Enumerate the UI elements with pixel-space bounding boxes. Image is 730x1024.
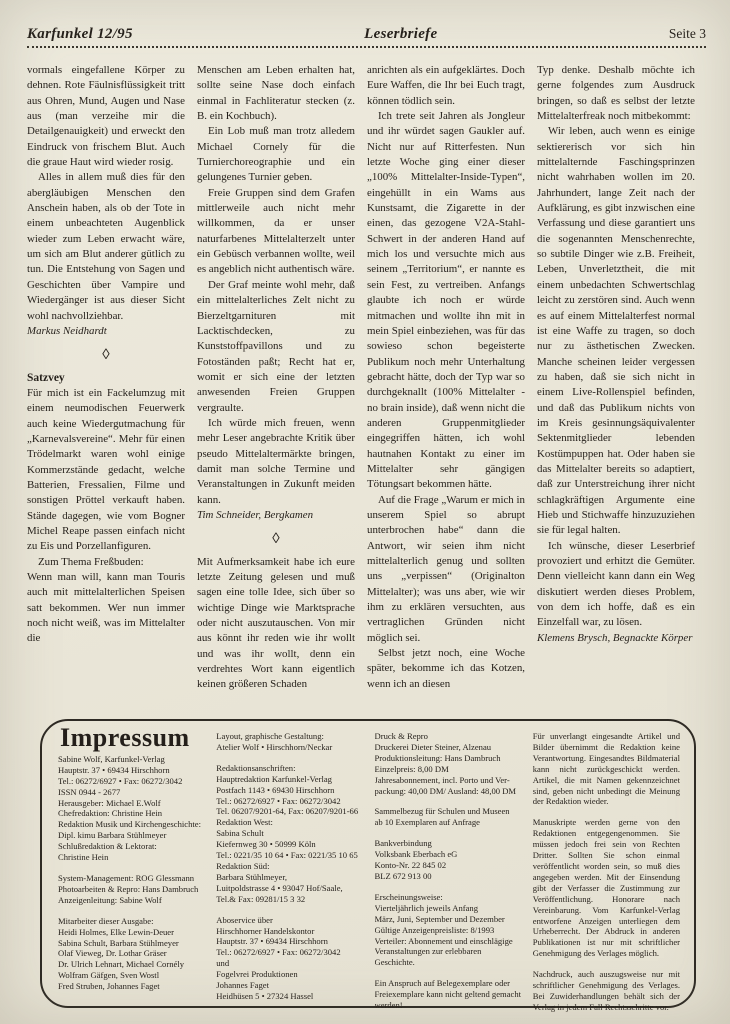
impressum-line: Herausgeber: Michael E.Wolf xyxy=(58,797,161,808)
impressum-line: Sammelbezug für Schulen und Museen xyxy=(374,806,510,817)
impressum-line: und xyxy=(216,958,230,969)
impressum-line: Fred Struben, Johannes Faget xyxy=(58,981,160,992)
text-column-4 xyxy=(537,63,695,693)
letter-signature: Tim Schneider, Bergkamen xyxy=(197,508,314,521)
letter-signature: Markus Neidhardt xyxy=(27,324,107,337)
impressum-line: Druck & Repro xyxy=(374,731,428,741)
impressum-line: BLZ 672 913 00 xyxy=(374,870,432,881)
impressum-title: Impressum xyxy=(60,723,190,752)
letters-body xyxy=(27,63,695,693)
paragraph-indented: Freie Gruppen sind dem Grafen mittlerweile auch nicht mehr willkommen, da er unser naturfarbenes Mittelalterzelt unter ein Gebüsch verbannen wollte, weil es angeblich nicht authentisch wäre. xyxy=(197,186,355,276)
impressum-line: Vierteljährlich jeweils Anfang xyxy=(374,902,479,913)
impressum-line: Volksbank Eberbach eG xyxy=(374,849,458,860)
impressum-line: Dipl. kimu Barbara Stühlmeyer xyxy=(58,830,167,841)
impressum-line: Heidi Holmes, Elke Lewin-Deuer xyxy=(58,926,174,937)
paragraph-indented: Ich wünsche, dieser Leserbrief provoziert und erhitzt die Gemüter. Denn vielleicht kann dann ein Weg diskutiert werden dieses Problem, von dem ich hoffe, daß es ein Einzelfall war, zu lösen. xyxy=(537,539,695,629)
impressum-line: Redaktionsanschriften: xyxy=(216,762,296,773)
impressum-line: werden! xyxy=(374,1000,403,1011)
impressum-column-1 xyxy=(58,723,205,998)
impressum-line: Ein Anspruch auf Belegexemplare oder xyxy=(374,978,511,989)
impressum-line: Hauptstr. 37 • 69434 Hirschhorn xyxy=(58,764,170,775)
text-column-2 xyxy=(197,63,355,693)
impressum-line: Einzelpreis: 8,00 DM xyxy=(374,763,449,774)
impressum-line: Tel.& Fax: 09281/15 3 32 xyxy=(216,893,306,904)
impressum-line: Anzeigenleitung: Sabine Wolf xyxy=(58,894,162,905)
impressum-line: Aboservice über xyxy=(216,914,273,925)
impressum-line: Photoarbeiten & Repro: Hans Dambruch xyxy=(58,883,199,894)
impressum-spacer xyxy=(58,906,205,916)
impressum-line: Heidhüsen 5 • 27324 Hassel xyxy=(216,990,314,1001)
impressum-spacer xyxy=(375,796,522,806)
paragraph-indented: Auf die Frage „Warum er mich in unserem Spiel so abrupt unterbrochen habe“ dann die Antwort, wir seien ihm nicht mittelalterlich genug und sollten uns „verpissen“ (Originalton Mittelalter); was uns aber, wie wir ihm zu erklären versuchten, aus vertraglichen Gründen nicht möglich sei. xyxy=(367,493,525,644)
paragraph: vormals eingefallene Körper zu dehnen. Rote Fäulnisflüssigkeit tritt aus Ohren, Mund, Augen und Nase aus (man verzeihe mir die Detailgenauigkeit) und erweckt den Eindruck von frischem Blut. Auch die graue Haut wird wieder rosig. xyxy=(27,64,185,169)
impressum-spacer xyxy=(216,905,363,915)
impressum-line: Johannes Faget xyxy=(216,980,269,991)
paragraph-indented: Ich trete seit Jahren als Jongleur und ihr würdet sagen Gaukler auf. Nicht nur auf Ritterfesten. Nun letzte Woche ging einer dieser „100% Mittelalter-Inside-Typen“, eingehüllt in ein Wams aus Kunstsamt, die Zigarette in der einen, das gezogene V2A-Stahl-Schwert in der anderen Hand auf mich los und versuchte mich aus seinem „Territorium“, er nannte es sein Fest, zu vertreiben. Anfangs glaubte ich noch er würde mitmachen und wollte ihn mit in mein Spiel einbeziehen, was für das sowieso schon begeisterte Publikum noch mehr Unterhaltung gebracht hätte, doch der Typ war so durchgeknallt (100% Mittelalter - no brain inside), daß wenn nicht die anderen Gruppenmitglieder eingegriffen hätten, ich wohl hautnahen Kontakt zu einer im Mittelalter sehr gängigen Tötungsart bekommen hätte. xyxy=(367,110,525,491)
impressum-box xyxy=(40,719,696,1012)
page-number: Seite 3 xyxy=(668,26,706,41)
impressum-line: Druckerei Dieter Steiner, Alzenau xyxy=(374,741,492,752)
impressum-line: Gültige Anzeigenpreisliste: 8/1993 xyxy=(374,924,495,935)
impressum-line: Erscheinungsweise: xyxy=(374,891,443,902)
impressum-line: Hauptredaktion Karfunkel-Verlag xyxy=(216,773,332,784)
paragraph: Wenn man will, kann man Touris auch mit mittelalterlichen Speisen satt bekommen. Wer nun immer noch nicht weiß, was im Mittelalter die xyxy=(27,571,185,645)
impressum-line: Luitpoldstrasse 4 • 93047 Hof/Saale, xyxy=(216,882,343,893)
paragraph: Typ denke. Deshalb möchte ich gerne folgendes zum Ausdruck bringen, so daß es selbst der letzte Mittelalterfreak noch mitbekommt: xyxy=(537,64,695,123)
impressum-column-4 xyxy=(532,731,680,1012)
impressum-line: Sabine Wolf, Karfunkel-Verlag xyxy=(58,753,165,764)
impressum-line: Chefredaktion: Christine Hein xyxy=(58,808,163,819)
impressum-line: Jahresabonnement, incl. Porto und Ver- xyxy=(374,774,510,785)
paragraph-indented: Selbst jetzt noch, eine Woche später, bekomme ich das Kotzen, wenn ich an diesen xyxy=(367,647,525,690)
impressum-line: Bankverbindung xyxy=(374,838,432,849)
paragraph: Menschen am Leben erhalten hat, sollte seine Nase doch einfach einmal in Fachliteratur stecken (z. B. ein Kochbuch). xyxy=(197,64,355,123)
impressum-spacer xyxy=(216,753,363,763)
impressum-spacer xyxy=(375,882,522,892)
impressum-spacer xyxy=(375,828,522,838)
letter-signature: Klemens Brysch, Begnackte Körper xyxy=(537,631,693,644)
impressum-line: Postfach 1143 • 69430 Hirschhorn xyxy=(216,784,335,795)
impressum-paragraph: Manuskripte werden gerne von den Redaktionen entgegengenommen. Sie müssen jedoch frei sein von Rechten Dritter. Sollten Sie schon einmal veröffentlicht worden sein, so muß dies angegeben werden. Mit der Einsendung gibt der Verfasser die Zustimmung zur Veröffentlichung. Honorare nach Vereinbarung. Vom Karfunkel-Verlag entworfene Anzeigen unterliegen dem Urheberrecht. Der Abdruck in anderen Publikationen ist nur mit schriftlicher Genehmigung des Verlages möglich. xyxy=(532,817,680,959)
impressum-line: Christine Hein xyxy=(58,852,109,863)
paragraph: Für mich ist ein Fackelumzug mit einem neumodischen Feuerwerk auch keine Wiedergutmachung für „Karnevalsvereine“. Mehr für einen Trödelmarkt waren wohl einige Kommerzstände gedacht, welche Batterien, Fressalien, Filme und sonstigen Pröttel verkauft haben. Stände dagegen, wie vom Bogner Michel Reape passen einfach nicht zu Eis und Porzellanfiguren. xyxy=(27,386,185,553)
impressum-paragraph: Für unverlangt eingesandte Artikel und Bilder übernimmt die Redaktion keine Verantwortung. Eingesandtes Bildmaterial kann nicht zurückgeschickt werden. Artikel, die mit Namen gekennzeichnet sind, geben nicht unbedingt die Meinung der Redaktion wieder. xyxy=(532,731,680,807)
paragraph-indented: Wir leben, auch wenn es einige sektiererisch vor sich hin mittelalternde Faschingsprinzen nicht wahrhaben wollen im 20. Jahrhundert, lange Zeit nach der Aufklärung, es gibt inzwischen eine Verfassung und diese garantiert uns die sogenannten Menschenrechte, so subtile Dinger wie z.B. Freiheit, Leben, Unverletztheit, die mit einem unbedachten Schwertschlag leicht zu zerstören sind. Auch wenn es auf einem Mittelalterfest normal ist eine Waffe zu tragen, so doch nur zu ästhetischen Zwecken. Manche scheinen leider vergessen zu haben, daß sie sich nicht in einem Live-Rollenspiel befinden, und daß das Publikum nichts von im Kreis gesinnungsäquivalenter Sektenmitglieder lebenden Kostümpuppen hat. Oder haben sie das Mittelalter bereits so adaptiert, daß zur Unterstreichung ihrer nicht schlagkräftigen Argumente eine Hieb und Stichwaffe hinzuzuziehen sie für legal halten. xyxy=(537,125,695,537)
impressum-line: Hirschhorner Handelskontor xyxy=(216,925,315,936)
section-title: Leserbriefe xyxy=(364,26,438,42)
impressum-line: Wolfram Gäfgen, Sven Wostl xyxy=(58,970,160,981)
text-column-3 xyxy=(367,63,525,693)
impressum-line: Produktionsleitung: Hans Dambruch xyxy=(374,752,501,763)
impressum-line: Tel.: 06272/6927 • Fax: 06272/3042 xyxy=(58,775,183,786)
impressum-line: Fogelvrei Produktionen xyxy=(216,969,298,980)
impressum-publisher-lines xyxy=(58,754,205,992)
impressum-line: Redaktion Süd: xyxy=(216,860,270,871)
impressum-line: Hauptstr. 37 • 69434 Hirschhorn xyxy=(216,936,328,947)
impressum-line: ab 10 Exemplaren auf Anfrage xyxy=(374,817,480,828)
paragraph: anrichten als ein aufgeklärtes. Doch Eure Waffen, die Ihr bei Euch tragt, können tödlich sein. xyxy=(367,64,525,107)
header-dotted-rule xyxy=(27,46,706,48)
paragraph-indented: Ich würde mich freuen, wenn mehr Leser angebrachte Kritik über pseudo Mittelaltermärkte bringen, damit man solche Termine und Veranstaltungen in Zukunft meiden kann. xyxy=(197,416,355,506)
impressum-line: Sabina Schult xyxy=(216,828,264,839)
paragraph-indented: Der Graf meinte wohl mehr, daß ein mittelalterliches Zelt nicht zu Bierzeltgarnituren mit Lacktischdecken, zu Kunststoffpavillons und zu Fotoständen paßt; Recht hat er, womit er sich eine der letzten anwesenden Freien Gruppen vergraulte. xyxy=(197,278,355,414)
impressum-column-3 xyxy=(374,731,522,1011)
impressum-spacer xyxy=(375,968,522,978)
journal-title: Karfunkel 12/95 xyxy=(27,26,133,42)
diamond-ornament-icon: ◊ xyxy=(102,347,110,364)
impressum-line: Freiexemplare kann nicht geltend gemacht xyxy=(374,989,522,1000)
impressum-line: Tel.: 0221/35 10 64 • Fax: 0221/35 10 65 xyxy=(216,850,358,861)
impressum-line: Tel.: 06272/6927 • Fax: 06272/3042 xyxy=(216,795,341,806)
paragraph-indented: Zum Thema Freßbuden: xyxy=(38,555,144,568)
impressum-line: Tel.: 06272/6927 • Fax: 06272/3042 xyxy=(216,947,341,958)
impressum-line: Kiefernweg 30 • 50999 Köln xyxy=(216,839,316,850)
impressum-line: System-Management: ROG Glessmann xyxy=(58,872,195,883)
impressum-line: Konto-Nr. 22 845 02 xyxy=(374,860,447,871)
impressum-line: Mitarbeiter dieser Ausgabe: xyxy=(58,915,154,926)
impressum-line: Redaktion West: xyxy=(216,817,273,828)
text-column-1 xyxy=(27,63,185,693)
impressum-line: Schlußredaktion & Lektorat: xyxy=(58,841,157,852)
paragraph-indented: Alles in allem muß dies für den abergläubigen Menschen den Anschein haben, als ob der Tote in einem unbeachteten Augenblick wieder zum Leben erwacht wäre, um sich am Blut anderer gütlich zu tun. Die Entstehung von Sagen und Geschichten über Vampire und Wiedergänger ist aus dieser Sicht wohl nachvollziehbar. xyxy=(27,171,185,322)
impressum-spacer xyxy=(58,863,205,873)
impressum-line: Olaf Vieweg, Dr. Lothar Gräser xyxy=(58,948,167,959)
page-header xyxy=(27,26,706,48)
impressum-line: Atelier Wolf • Hirschhorn/Neckar xyxy=(216,741,333,752)
impressum-line: März, Juni, September und Dezember xyxy=(374,913,505,924)
impressum-paragraph: Nachdruck, auch auszugsweise nur mit schriftlicher Genehmigung des Verlages. Bei Zuwiderhandlungen behält sich der Verlag in jedem Fall Rechtsschritte vor. xyxy=(532,969,680,1012)
impressum-column-2 xyxy=(216,731,363,1001)
impressum-line: Verteiler: Abonnement und einschlägige xyxy=(374,935,513,946)
impressum-line: Veranstaltungen zur erlebbaren Geschichte. xyxy=(374,946,482,968)
impressum-line: packung: 40,00 DM/ Ausland: 48,00 DM xyxy=(374,785,517,796)
impressum-line: Tel. 06207/9201-64, Fax: 06207/9201-66 xyxy=(216,806,359,817)
paragraph: Mit Aufmerksamkeit habe ich eure letzte Zeitung gelesen und muß sagen eine tolle Idee, sich über so wichtige Dinge wie Marktsprache oder nicht auszutauschen. Von mir aus könnt ihr reden wie ihr wollt und was ihr wollt, denn ein verdrehtes Wort kann eigentlich keinen größeren Schaden xyxy=(197,555,355,691)
impressum-line: Dr. Ulrich Lehnart, Michael Cornély xyxy=(58,959,185,970)
impressum-line: Layout, graphische Gestaltung: xyxy=(216,731,324,741)
impressum-line: Sabina Schult, Barbara Stühlmeyer xyxy=(58,937,179,948)
impressum-line: ISSN 0944 - 2677 xyxy=(58,786,121,797)
paragraph-indented: Ein Lob muß man trotz alledem Michael Cornely für die Turnierchoreographie und ein gelungenes Turnier geben. xyxy=(197,125,355,184)
letter-heading: Satzvey xyxy=(27,371,65,384)
impressum-line: Barbara Stühlmeyer, xyxy=(216,871,288,882)
diamond-ornament-icon: ◊ xyxy=(272,531,280,548)
impressum-line: Redaktion Musik und Kirchengeschichte: xyxy=(58,819,201,830)
